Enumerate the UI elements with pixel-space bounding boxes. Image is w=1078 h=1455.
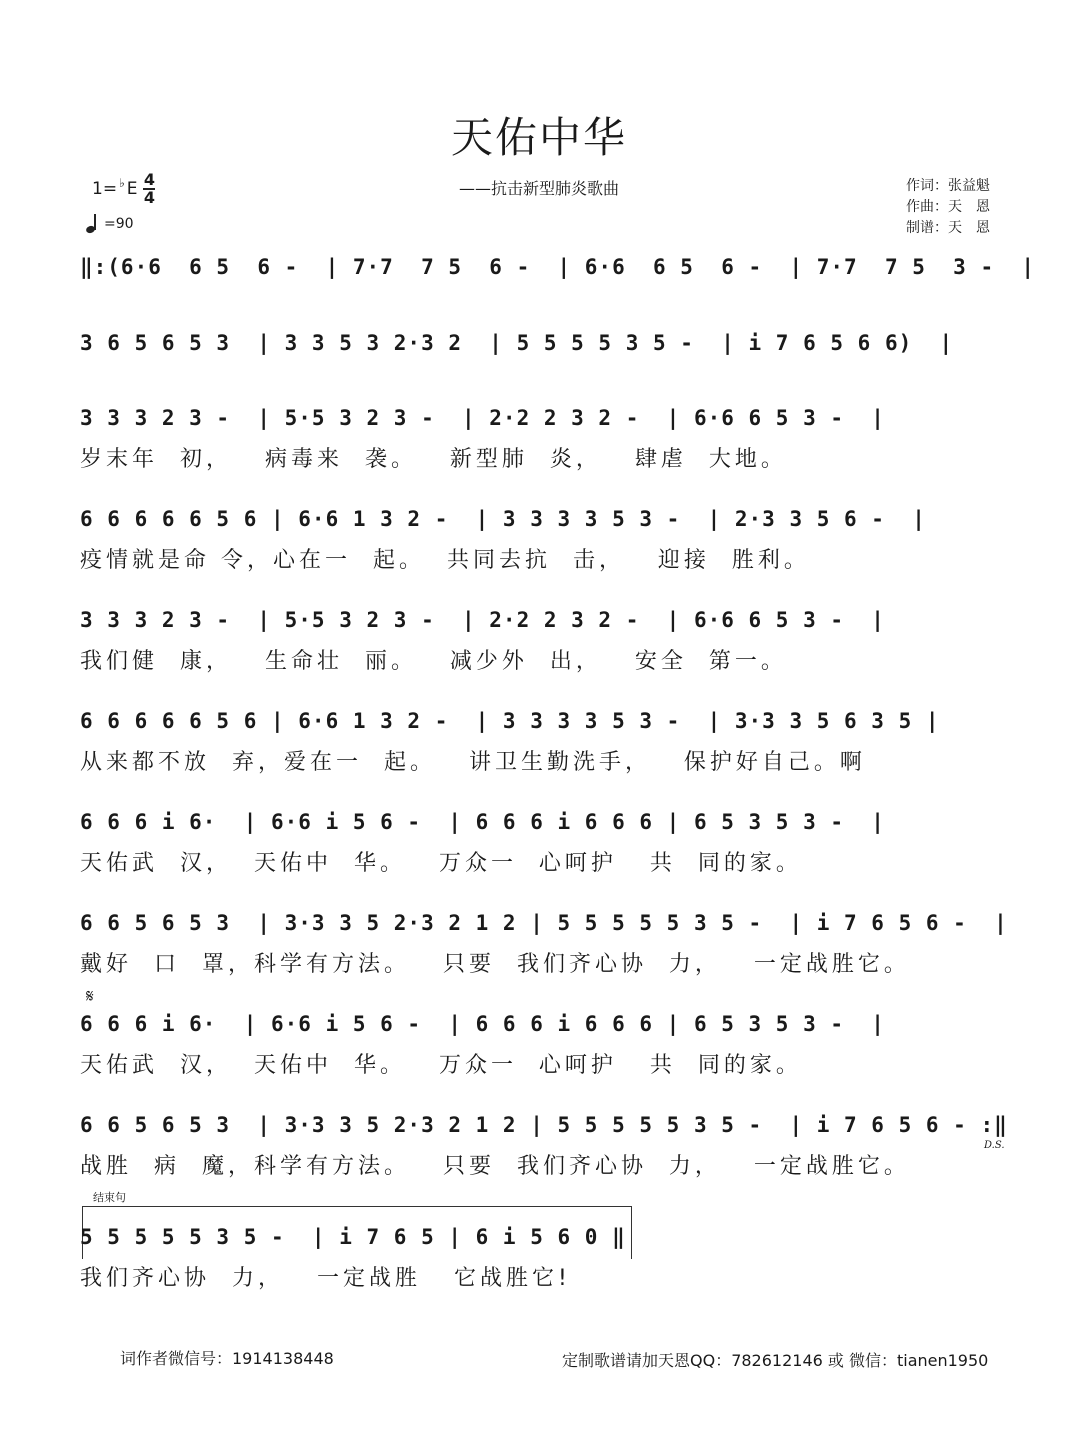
key-signature	[92, 172, 155, 206]
notation-line: 6 6 5 6 5 3 | 3·3 3 5 2·3 2 1 2 | 5 5 5 5 5 3 5 - | i 7 6 5 6 - :‖	[80, 1113, 1008, 1137]
time-signature	[143, 172, 155, 206]
song-subtitle: ——抗击新型肺炎歌曲	[458, 179, 619, 198]
lyric-line: 天佑武 汉， 天佑中 华。 万众一 心呵护 共 同的家。	[80, 851, 802, 876]
ds-marking: D.S.	[984, 1140, 1005, 1151]
flat-icon: ♭	[119, 176, 125, 190]
tempo-value: =90	[104, 216, 134, 232]
time-denominator: 4	[143, 188, 156, 207]
notation-line: 5 5 5 5 5 3 5 - | i 7 6 5 | 6 i 5 6 0 ‖	[80, 1225, 626, 1249]
time-numerator: 4	[143, 170, 156, 189]
footer-wechat: 词作者微信号：1914138448	[120, 1349, 334, 1368]
notation-line: 6 6 6 6 6 5 6 | 6·6 1 3 2 - | 3 3 3 3 5 3 - | 2·3 3 5 6 - |	[80, 507, 926, 531]
credits	[906, 176, 990, 239]
notation-line: 6 6 6 6 6 5 6 | 6·6 1 3 2 - | 3 3 3 3 5 3 - | 3·3 3 5 6 3 5 |	[80, 709, 940, 733]
lyric-line: 岁末年 初， 病毒来 袭。 新型肺 炎， 肆虐 大地。	[80, 447, 787, 472]
lyric-line: 戴好 口 罩，科学有方法。 只要 我们齐心协 力， 一定战胜它。	[80, 952, 910, 977]
lyric-line: 战胜 病 魔，科学有方法。 只要 我们齐心协 力， 一定战胜它。	[80, 1154, 910, 1179]
lyricist-credit: 作词：张益魁	[906, 178, 990, 194]
lyric-line: 疫情就是命 令，心在一 起。 共同去抗 击， 迎接 胜利。	[80, 548, 810, 573]
composer-credit: 作曲：天 恩	[906, 199, 990, 215]
notation-line: 6 6 5 6 5 3 | 3·3 3 5 2·3 2 1 2 | 5 5 5 5 5 3 5 - | i 7 6 5 6 - |	[80, 911, 1008, 935]
notation-line: 6 6 6 i 6· | 6·6 i 5 6 - | 6 6 6 i 6 6 6 | 6 5 3 5 3 - |	[80, 810, 885, 834]
lyric-line: 天佑武 汉， 天佑中 华。 万众一 心呵护 共 同的家。	[80, 1053, 802, 1078]
ending-section-label: 结束句	[93, 1191, 126, 1204]
notation-line: 3 3 3 2 3 - | 5·5 3 2 3 - | 2·2 2 3 2 - | 6·6 6 5 3 - |	[80, 608, 885, 632]
footer-contact: 定制歌谱请加天恩QQ：782612146 或 微信：tianen1950	[562, 1351, 989, 1370]
quarter-note-icon	[86, 215, 100, 233]
notation-line: 3 6 5 6 5 3 | 3 3 5 3 2·3 2 | 5 5 5 5 3 5 - | i 7 6 5 6 6) |	[80, 331, 954, 355]
key-tonic: E	[126, 179, 138, 199]
song-title: 天佑中华	[450, 113, 627, 162]
notation-credit: 制谱：天 恩	[906, 220, 990, 236]
lyric-line: 从来都不放 弃，爱在一 起。 讲卫生勤洗手， 保护好自己。啊	[80, 750, 866, 775]
notation-line: 3 3 3 2 3 - | 5·5 3 2 3 - | 2·2 2 3 2 - | 6·6 6 5 3 - |	[80, 406, 885, 430]
segno-icon: 𝄋	[86, 986, 94, 1007]
lyric-line: 我们齐心协 力， 一定战胜 它战胜它!	[80, 1266, 571, 1291]
tempo-marking	[86, 215, 134, 233]
lyric-line: 我们健 康， 生命壮 丽。 减少外 出， 安全 第一。	[80, 649, 787, 674]
key-prefix: 1=	[92, 179, 118, 199]
notation-line: ‖:(6·6 6 5 6 - | 7·7 7 5 6 - | 6·6 6 5 6 - | 7·7 7 5 3 - |	[80, 255, 1036, 279]
notation-line: 6 6 6 i 6· | 6·6 i 5 6 - | 6 6 6 i 6 6 6 | 6 5 3 5 3 - |	[80, 1012, 885, 1036]
